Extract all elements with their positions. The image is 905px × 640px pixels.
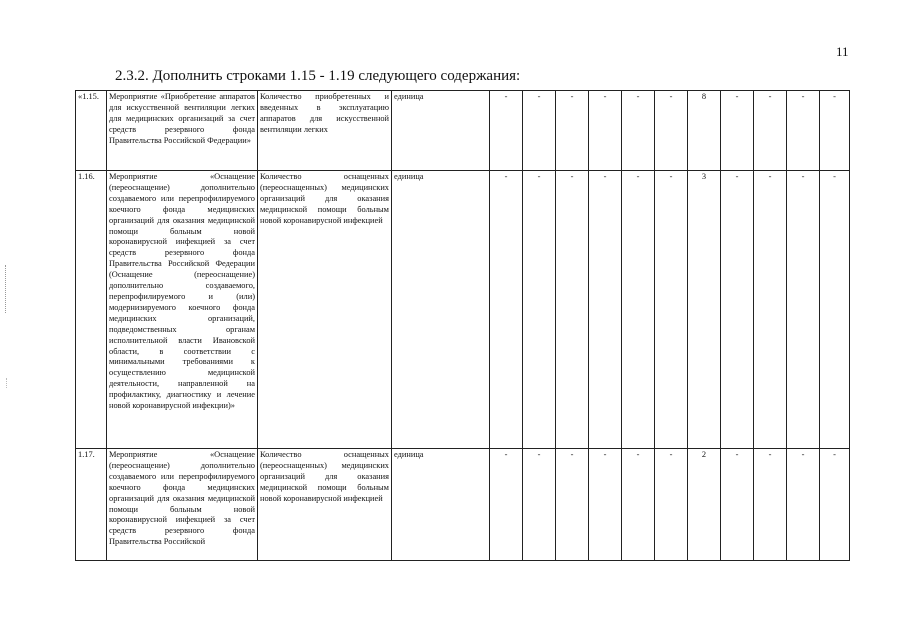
value-cell: -: [655, 171, 688, 449]
value-cell: -: [787, 171, 820, 449]
row-unit: единица: [392, 171, 490, 449]
value-cell: -: [820, 91, 850, 171]
value-cell: -: [622, 91, 655, 171]
row-unit: единица: [392, 449, 490, 561]
value-cell: -: [523, 171, 556, 449]
value-cell: -: [754, 449, 787, 561]
value-cell: -: [787, 91, 820, 171]
section-heading: 2.3.2. Дополнить строками 1.15 - 1.19 следующего содержания:: [115, 68, 521, 84]
row-indicator: Количество оснащенных (переоснащенных) медицинских организаций для оказания медицинской помощи больным новой коронавирусной инфекцией: [258, 449, 392, 561]
table-row: [76, 91, 850, 171]
value-cell: -: [655, 449, 688, 561]
row-description: Мероприятие «Оснащение (переоснащение) дополнительно создаваемого или перепрофилируемого коечного фонда медицинских организаций для оказания медицинской помощи больным новой коронавирусной инфекцией за счет средств резервного фонда Правительства Российской: [107, 449, 258, 561]
value-cell: -: [721, 91, 754, 171]
value-cell: -: [754, 171, 787, 449]
value-cell: 8: [688, 91, 721, 171]
row-number: «1.15.: [76, 91, 107, 171]
value-cell: -: [622, 449, 655, 561]
row-indicator: Количество приобретенных и введенных в эксплуатацию аппаратов для искусственной вентиляции легких: [258, 91, 392, 171]
value-cell: -: [754, 91, 787, 171]
value-cell: -: [556, 91, 589, 171]
margin-annotation: [5, 265, 9, 313]
row-unit: единица: [392, 91, 490, 171]
value-cell: -: [787, 449, 820, 561]
value-cell: -: [655, 91, 688, 171]
value-cell: -: [622, 171, 655, 449]
value-cell: -: [556, 171, 589, 449]
value-cell: -: [556, 449, 589, 561]
value-cell: -: [721, 449, 754, 561]
value-cell: 3: [688, 171, 721, 449]
table-row: [76, 171, 850, 449]
indicators-table: [75, 90, 850, 561]
value-cell: -: [589, 449, 622, 561]
value-cell: -: [589, 91, 622, 171]
value-cell: -: [523, 449, 556, 561]
row-number: 1.17.: [76, 449, 107, 561]
value-cell: -: [490, 91, 523, 171]
row-indicator: Количество оснащенных (переоснащенных) медицинских организаций для оказания медицинской помощи больным новой коронавирусной инфекцией: [258, 171, 392, 449]
value-cell: -: [490, 449, 523, 561]
page-number: 11: [836, 44, 849, 59]
value-cell: 2: [688, 449, 721, 561]
value-cell: -: [721, 171, 754, 449]
value-cell: -: [490, 171, 523, 449]
row-description: Мероприятие «Приобретение аппаратов для искусственной вентиляции легких для медицинских организаций за счет средств резервного фонда Правительства Российской Федерации»: [107, 91, 258, 171]
row-description: Мероприятие «Оснащение (переоснащение) дополнительно создаваемого или перепрофилируемого коечного фонда медицинских организаций для оказания медицинской помощи больным новой коронавирусной инфекцией за счет средств резервного фонда Правительства Российской Федерации (Оснащение (переоснащение) дополнительно создаваемого, перепрофилируемого и (или) модернизируемого коечного фонда медицинских организаций, подведомственных органам исполнительной власти Ивановской области, в соответствии с минимальными требованиями к осуществлению медицинской деятельности, направленной на профилактику, диагностику и лечение новой коронавирусной инфекции)»: [107, 171, 258, 449]
margin-annotation-small: [6, 378, 9, 388]
value-cell: -: [820, 449, 850, 561]
value-cell: -: [589, 171, 622, 449]
row-number: 1.16.: [76, 171, 107, 449]
table-row: [76, 449, 850, 561]
value-cell: -: [523, 91, 556, 171]
value-cell: -: [820, 171, 850, 449]
